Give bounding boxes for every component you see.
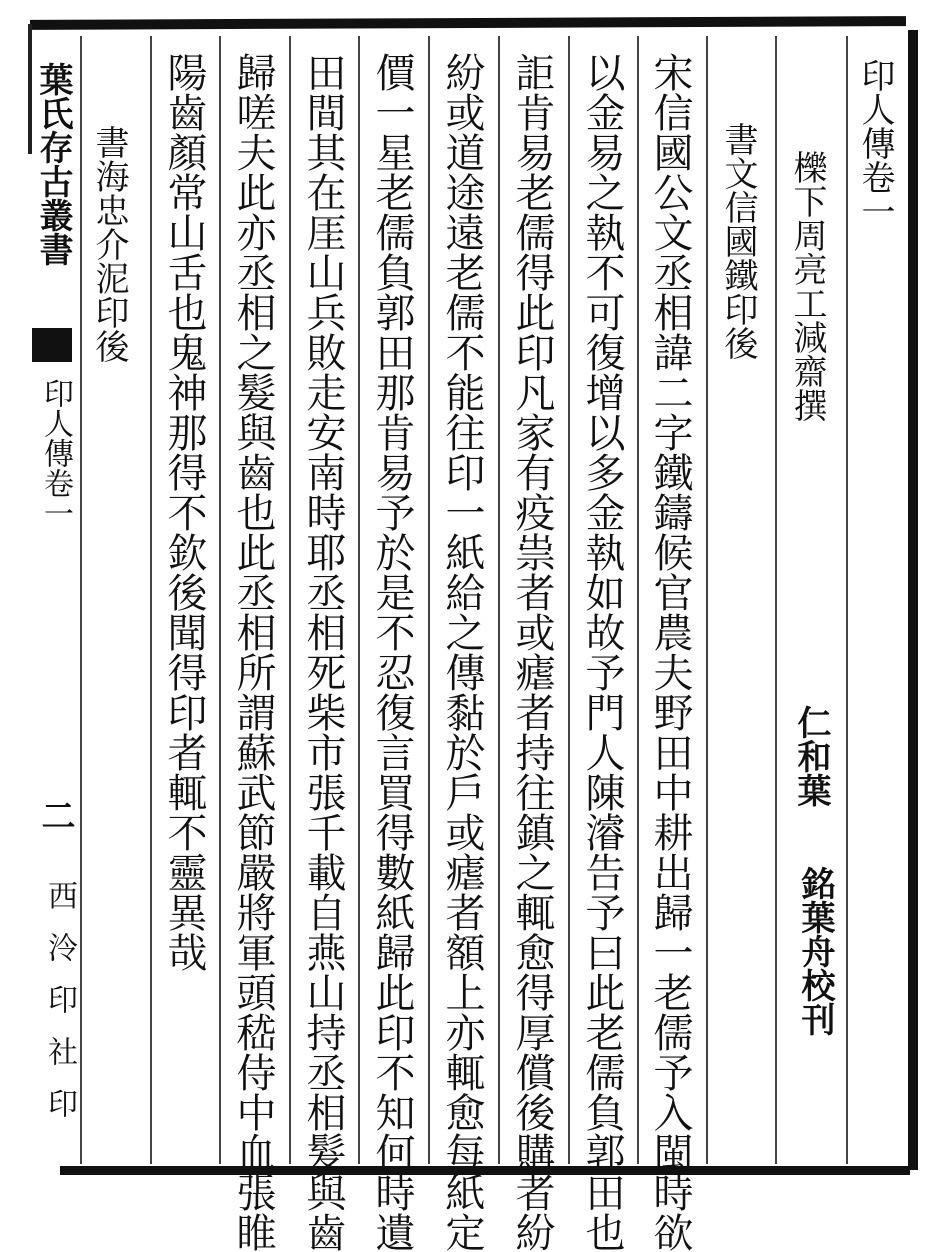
column-rule: [219, 36, 221, 1164]
editor-place: 仁和葉: [791, 705, 831, 807]
text-line: 陽齒顏常山舌也鬼神那得不欽後聞得印者輒不靈異哉: [161, 52, 207, 972]
section-heading: 書文信國鐵印後: [718, 122, 758, 360]
column-rule: [80, 36, 82, 1164]
column-rule: [775, 36, 777, 1164]
column-rule: [637, 36, 639, 1164]
author-byline: 櫟下周亮工減齋撰: [787, 150, 827, 422]
bottom-border: [60, 1166, 910, 1175]
right-border: [908, 30, 918, 1170]
volume-title: 印人傳卷一: [855, 58, 895, 228]
text-line: 以金易之執不可復增以多金執如故予門人陳濬告予曰此老儒負郭田也: [579, 52, 625, 1252]
margin-volume: 印人傳卷一: [38, 378, 73, 528]
column-rule: [568, 36, 570, 1164]
top-border: [30, 16, 906, 30]
series-title: 葉氏存古叢書: [33, 62, 73, 266]
text-line: 歸嗟夫此亦丞相之髮與齒也此丞相所謂蘇武節嚴將軍頭嵇侍中血張睢: [230, 52, 276, 1252]
press-name: 西泠印社印: [42, 880, 77, 1140]
page-number: 二: [35, 798, 75, 832]
text-line: 紛或道途遠老儒不能往印一紙給之傳黏於戶或瘧者額上亦輒愈每紙定: [439, 52, 485, 1252]
margin-fish-tail: [32, 328, 72, 362]
column-rule: [358, 36, 360, 1164]
text-line: 詎肯易老儒得此印凡家有疫祟者或瘧者持往鎮之輒愈得厚償後購者紛: [509, 52, 555, 1252]
editor-byline: 銘葉舟校刊: [795, 866, 835, 1036]
column-rule: [498, 36, 500, 1164]
column-rule: [706, 36, 708, 1164]
column-rule: [289, 36, 291, 1164]
column-rule: [846, 36, 848, 1164]
text-line: 田間其在厓山兵敗走安南時耶丞相死柴市張千載自燕山持丞相髮與齒: [300, 52, 346, 1252]
column-rule: [150, 36, 152, 1164]
left-margin-border: [28, 24, 32, 154]
section-heading: 書海忠介泥印後: [89, 125, 129, 363]
text-line: 價一星老儒負郭田那肯易予於是不忍復言買得數紙歸此印不知何時遺: [369, 52, 415, 1252]
column-rule: [428, 36, 430, 1164]
text-line: 宋信國公文丞相諱二字鐵鑄候官農夫野田中耕出歸一老儒予入閩時欲: [647, 52, 693, 1252]
